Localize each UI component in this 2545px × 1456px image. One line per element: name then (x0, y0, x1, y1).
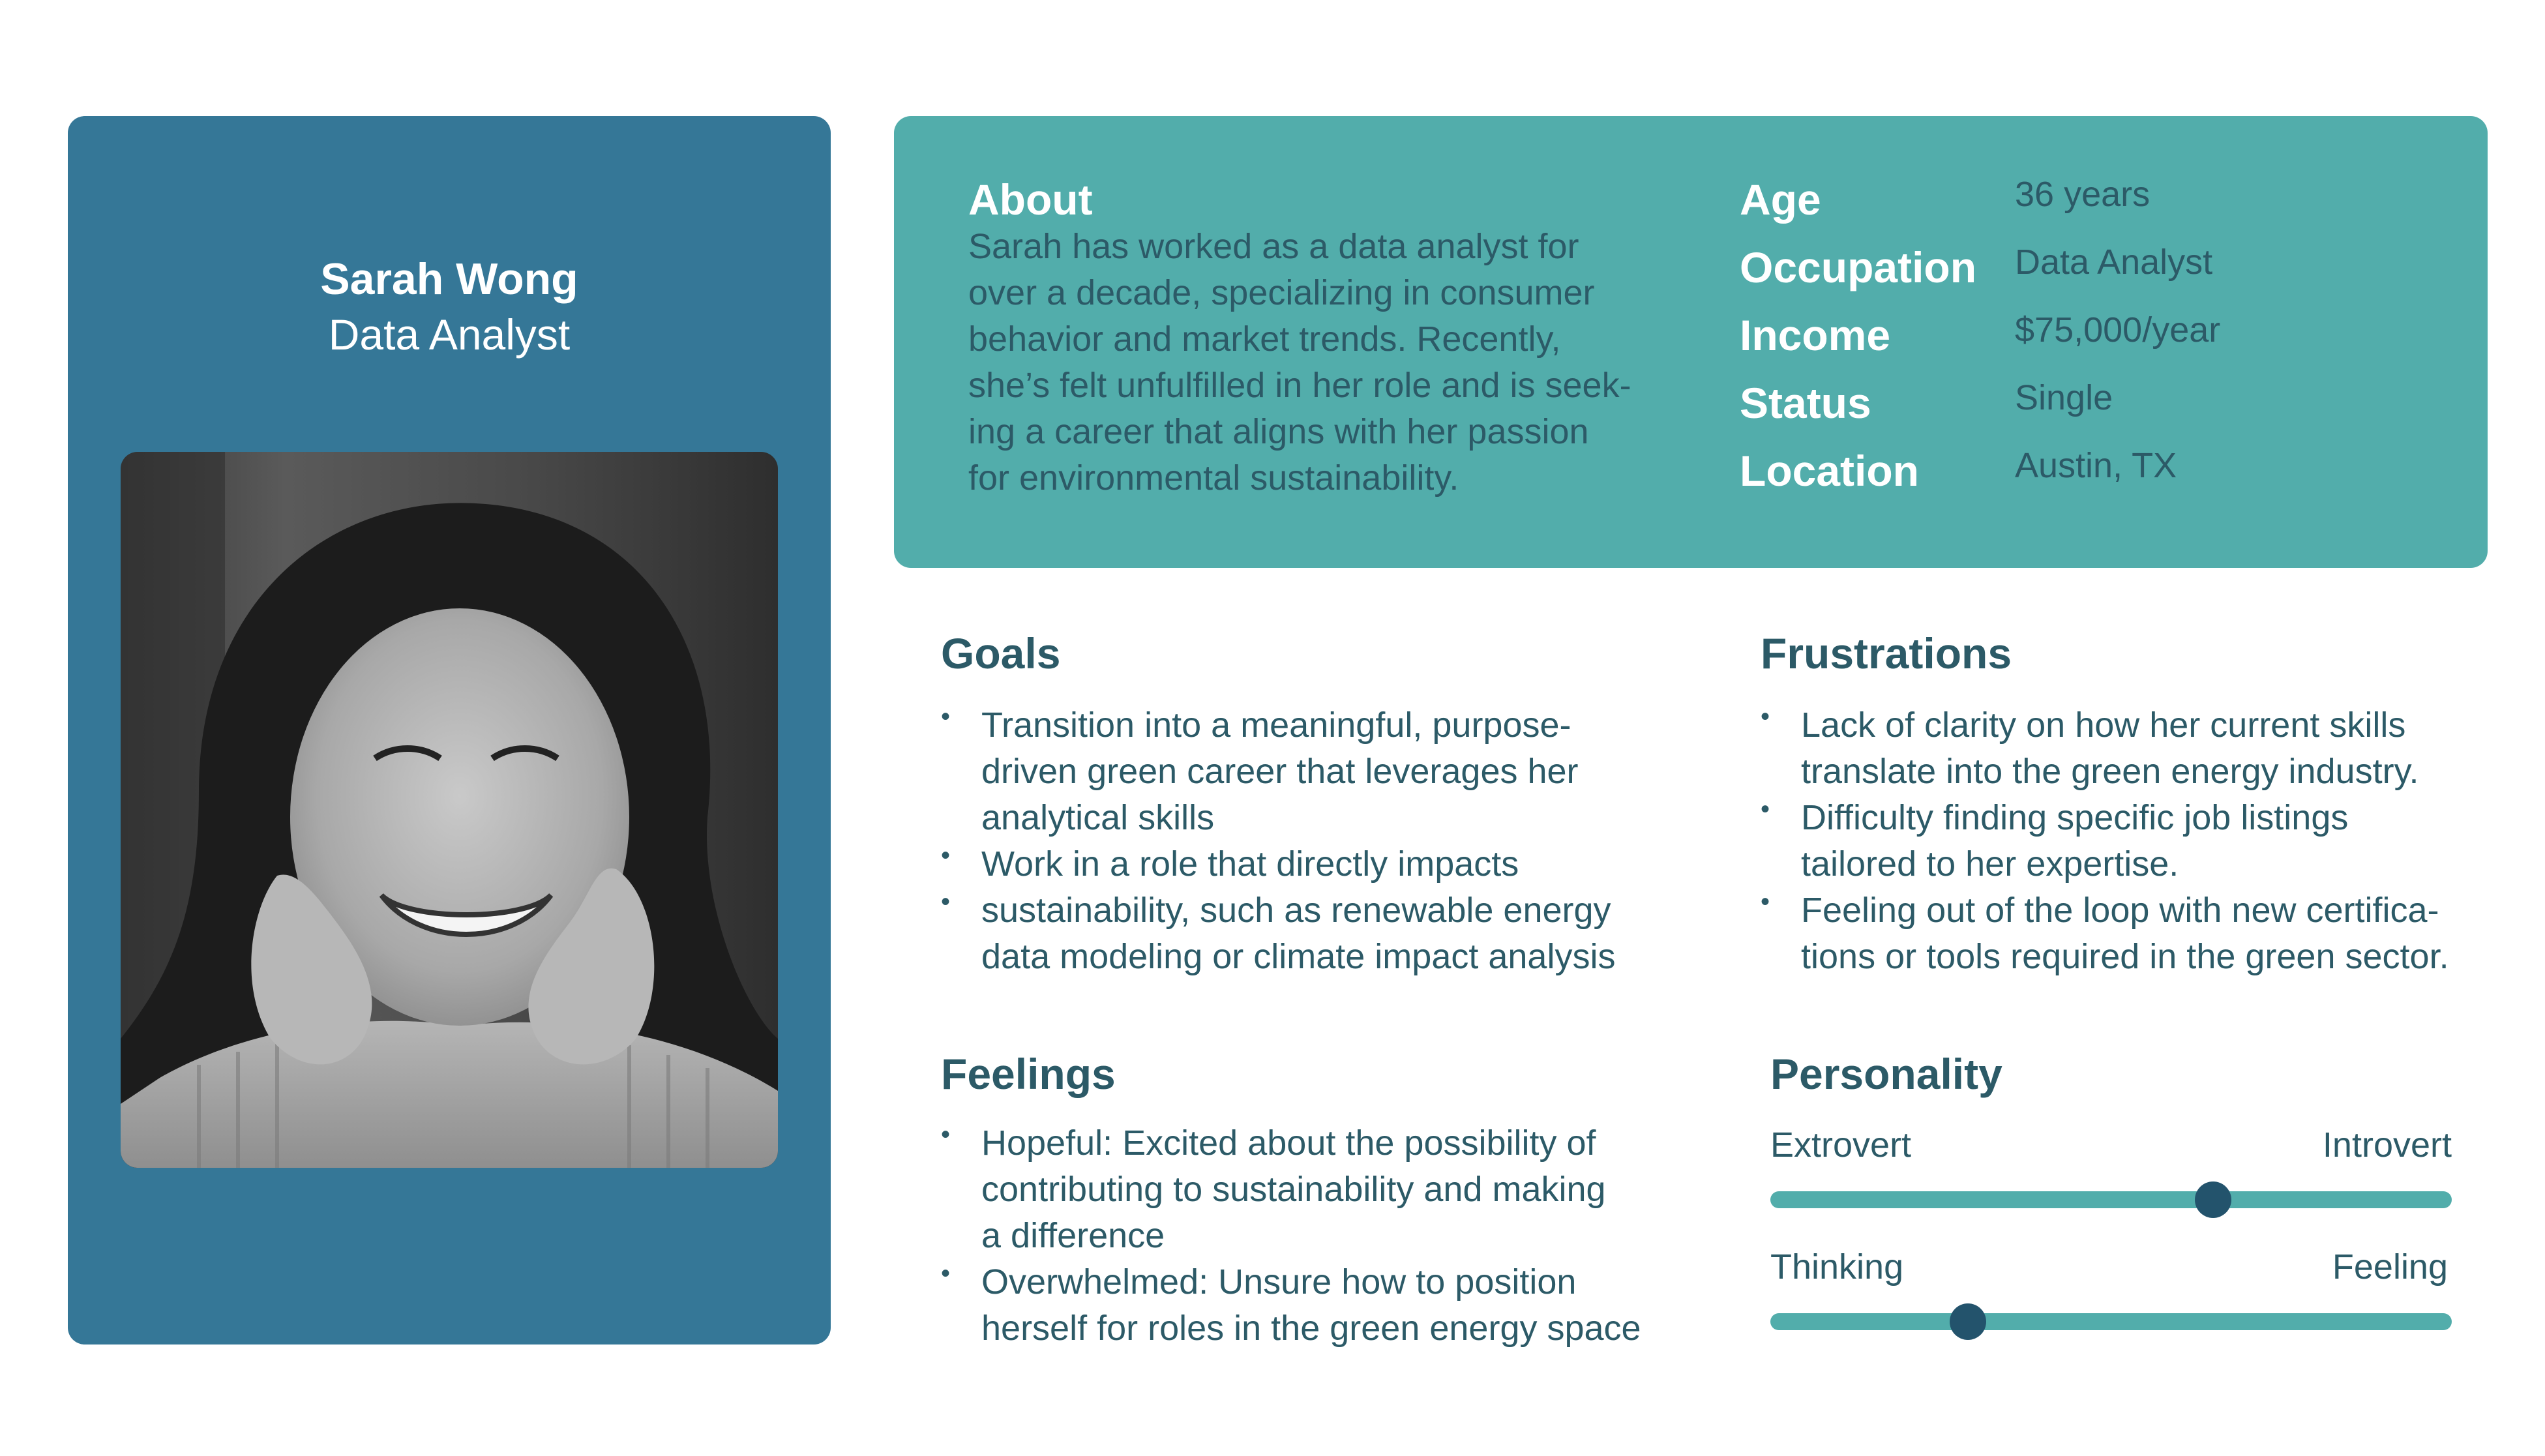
persona-name: Sarah Wong (320, 254, 578, 304)
about-line: behavior and market trends. Recently, (968, 319, 1561, 359)
about-description (968, 224, 1659, 501)
list-item (1761, 702, 2491, 795)
list-item (941, 702, 1658, 841)
fact-label: Income (1740, 311, 1891, 359)
personality-heading: Personality (1770, 1050, 2002, 1098)
slider-handle[interactable] (2195, 1181, 2231, 1218)
list-item-line: translate into the green energy industry. (1801, 752, 2419, 791)
list-item (941, 1259, 1684, 1352)
feelings-list (941, 1120, 1684, 1352)
list-item (1761, 887, 2491, 980)
goals-list (941, 702, 1658, 980)
about-line: over a decade, specializing in consumer (968, 273, 1595, 312)
list-item (1761, 795, 2491, 887)
list-item-line: Lack of clarity on how her current skills (1801, 706, 2406, 745)
persona-role: Data Analyst (328, 310, 571, 359)
slider-right-label-introvert: Introvert (2322, 1125, 2452, 1165)
slider-left-label-thinking: Thinking (1770, 1247, 1904, 1286)
slider-handle[interactable] (1950, 1303, 1986, 1340)
list-item-line: herself for roles in the green energy space (981, 1309, 1641, 1348)
list-item-line: driven green career that leverages her (981, 752, 1579, 791)
fact-label: Occupation (1740, 243, 1977, 291)
slider-left-label-extrovert: Extrovert (1770, 1125, 1912, 1165)
list-item-line: tions or tools required in the green sector. (1801, 937, 2449, 976)
fact-value: Single (2015, 378, 2113, 417)
about-line: she’s felt unfulfilled in her role and is seek- (968, 366, 1631, 405)
list-item-line: tailored to her expertise. (1801, 844, 2179, 884)
about-line: for environmental sustainability. (968, 458, 1459, 498)
bullet-icon: • (1761, 795, 1770, 824)
list-item-line: Overwhelmed: Unsure how to position (981, 1262, 1577, 1301)
list-item-line: data modeling or climate impact analysis (981, 937, 1616, 976)
frustrations-list (1761, 702, 2491, 980)
list-item-line: Difficulty finding specific job listings (1801, 798, 2349, 837)
list-item-line: Feeling out of the loop with new certifica- (1801, 891, 2439, 930)
bullet-icon: • (941, 887, 951, 916)
bullet-icon: • (1761, 702, 1770, 731)
about-card (894, 116, 2488, 568)
portrait-image (121, 452, 778, 1168)
list-item-line: sustainability, such as renewable energy (981, 891, 1611, 930)
about-heading: About (968, 175, 1093, 224)
fact-label: Location (1740, 447, 1919, 495)
fact-value: $75,000/year (2015, 310, 2221, 349)
fact-value: Data Analyst (2015, 243, 2213, 282)
frustrations-heading: Frustrations (1761, 629, 2012, 677)
fact-label: Age (1740, 175, 1821, 224)
list-item (941, 841, 1658, 887)
list-item-line: contributing to sustainability and making (981, 1170, 1606, 1209)
bullet-icon: • (1761, 887, 1770, 916)
persona-photo (121, 452, 778, 1168)
extrovert-introvert-slider[interactable] (1770, 1191, 2452, 1208)
list-item-line: Transition into a meaningful, purpose- (981, 706, 1571, 745)
fact-value: Austin, TX (2015, 446, 2177, 485)
list-item (941, 1120, 1684, 1259)
feelings-heading: Feelings (941, 1050, 1116, 1098)
bullet-icon: • (941, 1120, 951, 1149)
list-item-line: Work in a role that directly impacts (981, 844, 1519, 884)
bullet-icon: • (941, 841, 951, 870)
profile-card (68, 116, 831, 1345)
slider-right-label-feeling: Feeling (2332, 1247, 2448, 1286)
about-line: Sarah has worked as a data analyst for (968, 227, 1579, 266)
list-item (941, 887, 1658, 980)
bullet-icon: • (941, 702, 951, 731)
fact-value: 36 years (2015, 175, 2151, 214)
goals-heading: Goals (941, 629, 1061, 677)
list-item-line: analytical skills (981, 798, 1215, 837)
about-line: ing a career that aligns with her passion (968, 412, 1589, 451)
bullet-icon: • (941, 1259, 951, 1288)
fact-label: Status (1740, 379, 1871, 427)
list-item-line: a difference (981, 1216, 1165, 1255)
thinking-feeling-slider[interactable] (1770, 1313, 2452, 1330)
list-item-line: Hopeful: Excited about the possibility of (981, 1123, 1596, 1163)
